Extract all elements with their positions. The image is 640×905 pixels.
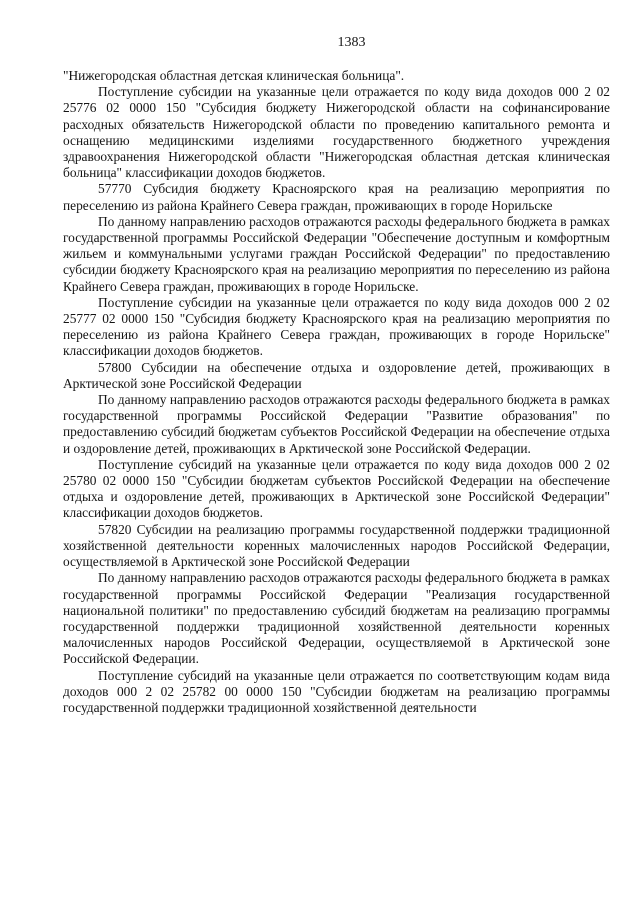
paragraph: "Нижегородская областная детская клиническая больница". xyxy=(63,68,405,83)
paragraph: Поступление субсидии на указанные цели отражается по коду вида доходов 000 2 02 25777 02 0000 150 "Субсидия бюджету Красноярского края на реализацию мероприятия по переселению из района Крайнего Севера граждан, проживающих в городе Норильске" классификации доходов бюджетов. xyxy=(63,294,610,359)
section-heading-57800: 57800 Субсидии на обеспечение отдыха и оздоровление детей, проживающих в Арктической зоне Российской Федерации xyxy=(63,359,610,391)
paragraph: По данному направлению расходов отражаются расходы федерального бюджета в рамках государственной программы Российской Федерации "Обеспечение доступным и комфортным жильем и коммунальными услугами граждан Российской Федерации" по предоставлению субсидии бюджету Красноярского края на реализацию мероприятия по переселению из района Крайнего Севера граждан, проживающих в городе Норильске. xyxy=(63,213,610,294)
paragraph: По данному направлению расходов отражаются расходы федерального бюджета в рамках государственной программы Российской Федерации "Реализация государственной национальной политики" по предоставлению субсидий бюджетам на реализацию программы государственной поддержки традиционной хозяйственной деятельности коренных малочисленных народов Российской Федерации, осуществляемой в Арктической зоне Российской Федерации. xyxy=(63,570,610,667)
paragraph: Поступление субсидий на указанные цели отражается по соответствующим кодам вида доходов 000 2 02 25782 00 0000 150 "Субсидии бюджетам на реализацию программы государственной поддержки традиционной хозяйственной деятельности xyxy=(63,667,610,715)
page-number: 1383 xyxy=(337,35,366,50)
paragraph: Поступление субсидий на указанные цели отражается по коду вида доходов 000 2 02 25780 02 0000 150 "Субсидии бюджетам субъектов Российской Федерации на обеспечение отдыха и оздоровление детей, проживающих в Арктической зоне Российской Федерации" классификации доходов бюджетов. xyxy=(63,456,610,521)
section-heading-57820: 57820 Субсидии на реализацию программы государственной поддержки традиционной хозяйственной деятельности коренных малочисленных народов Российской Федерации, осуществляемой в Арктической зоне Российской Федерации xyxy=(63,521,610,570)
paragraph: По данному направлению расходов отражаются расходы федерального бюджета в рамках государственной программы Российской Федерации "Развитие образования" по предоставлению субсидий бюджетам субъектов Российской Федерации на обеспечение отдыха и оздоровление детей, проживающих в Арктической зоне Российской Федерации. xyxy=(63,392,610,456)
paragraph: Поступление субсидии на указанные цели отражается по коду вида доходов 000 2 02 25776 02 0000 150 "Субсидия бюджету Нижегородской области на софинансирование расходных обязательств Нижегородской области по проведению капитального ремонта и оснащению медицинскими изделиями государственного бюджетного учреждения здравоохранения Нижегородской области "Нижегородская областная детская клиническая больница" классификации доходов бюджетов. xyxy=(63,84,610,181)
section-heading-57770: 57770 Субсидия бюджету Красноярского края на реализацию мероприятия по переселению из района Крайнего Севера граждан, проживающих в городе Норильске xyxy=(63,181,610,213)
